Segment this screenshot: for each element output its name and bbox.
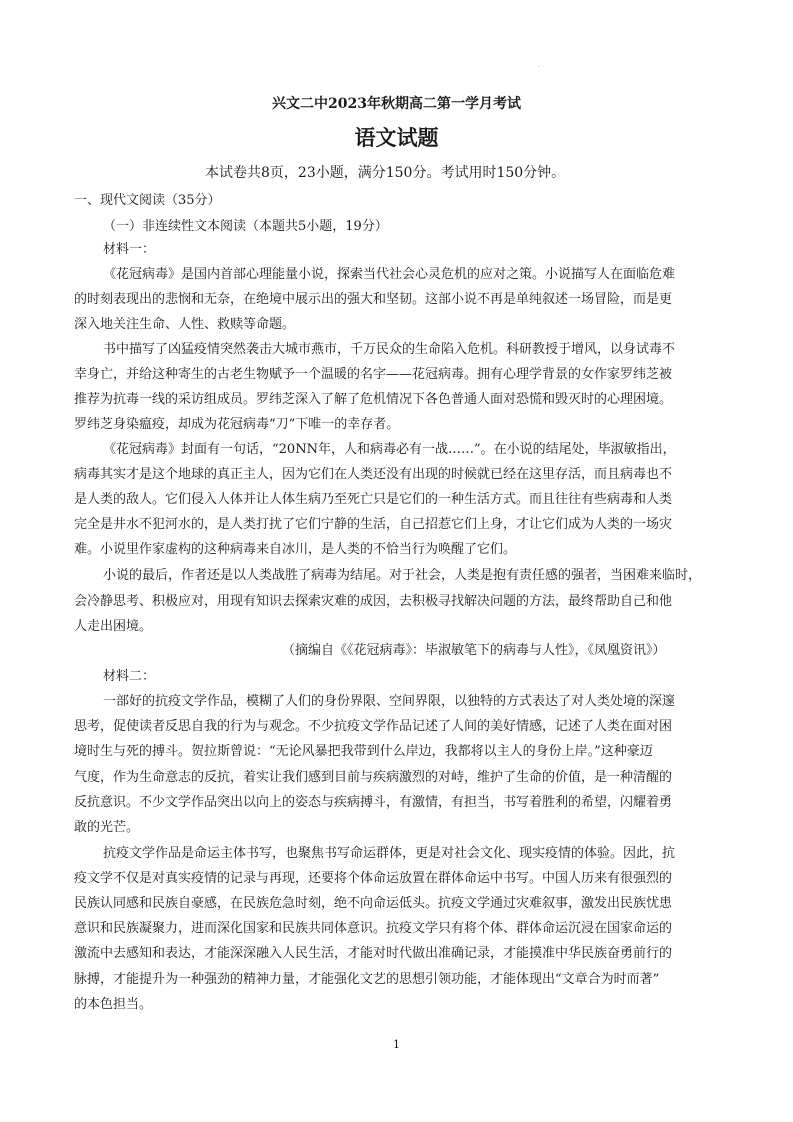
material1-line: 罗纬芝身染瘟疫，却成为花冠病毒“刀”下唯一的幸存者。 [74,417,400,432]
material1-line: 是人类的敌人。它们侵入人体并让人体生病乃至死亡只是它们的一种生活方式。而且往往有些病毒和人类 [74,492,673,507]
material1-label: 材料一： [103,242,156,257]
material1-line: 推荐为抗毒一线的采访组成员。罗纬芝深入了解了危机情况下各色普通人面对恐慌和毁灭时的心理困境。 [74,392,673,407]
material1-line: 小说的最后，作者还是以人类战胜了病毒为结尾。对于社会，人类是抱有责任感的强者，当困难来临时， [103,568,702,583]
material2-line: 思考，促使读者反思自我的行为与观念。不少抗疫文学作品记述了人间的美好情感，记述了人类在面对困 [74,719,673,734]
material2-line: 民族认同感和民族自豪感，在民族危急时刻，绝不向命运低头。抗疫文学通过灾难叙事，激发出民族忧患 [74,896,673,911]
material2-line: 反抗意识。不少文学作品突出以向上的姿态与疾病搏斗，有激情，有担当，书写着胜利的希望，闪耀着勇 [74,795,673,810]
material1-line: 《花冠病毒》是国内首部心理能量小说，探索当代社会心灵危机的应对之策。小说描写人在面临危难 [103,267,676,282]
material1-line: 难。小说里作家虚构的这种病毒来自冰川，是人类的不恰当行为唤醒了它们。 [74,542,517,557]
subject-title: 语文试题 [354,125,439,150]
material1-line: 完全是井水不犯河水的，是人类打扰了它们宁静的生活，自己招惹它们上身，才让它们成为人类的一场灾 [74,517,673,532]
material2-label: 材料二： [103,669,156,684]
material2-line: 意识和民族凝聚力，进而深化国家和民族共同体意识。抗疫文学只有将个体、群体命运沉浸在国家命运的 [74,921,673,936]
exam-title: 兴文二中2023年秋期高二第一学月考试 [272,96,521,112]
material2-line: 的本色担当。 [74,997,153,1012]
material1-line: 书中描写了凶猛疫情突然袭击大城市燕市，千万民众的生命陷入危机。科研教授于增风，以身试毒不 [103,342,676,357]
material1-line: 《花冠病毒》封面有一句话，“20NN年，人和病毒必有一战……”。在小说的结尾处，毕淑敏指出， [103,442,676,457]
material2-line: 境时生与死的搏斗。贺拉斯曾说：“无论风暴把我带到什么岸边，我都将以主人的身份上岸。”这种豪迈 [74,744,653,759]
material1-line: 幸身亡，并给这种寄生的古老生物赋予一个温暖的名字——花冠病毒。拥有心理学背景的女作家罗纬芝被 [74,367,673,382]
material1-source: （摘编自《《花冠病毒》：毕淑敏笔下的病毒与人性》，《凤凰资讯》） [282,643,666,658]
subsection-heading: （一）非连续性文本阅读（本题共5小题，19分） [103,219,388,234]
material2-line: 气度，作为生命意志的反抗，着实让我们感到目前与疾病激烈的对峙，维护了生命的价值，是一种清醒的 [74,770,673,785]
page-number: 1 [393,1038,400,1051]
scan-dot: · [538,64,540,71]
material1-line: 会冷静思考、积极应对，用现有知识去探索灾难的成因，去积极寻找解决问题的方法，最终帮助自己和他 [74,594,673,609]
material2-line: 敢的光芒。 [74,820,140,835]
material2-line: 一部好的抗疫文学作品，模糊了人们的身份界限、空间界限，以独特的方式表达了对人类处境的深邃 [103,694,676,709]
material1-line: 病毒其实才是这个地球的真正主人，因为它们在人类还没有出现的时候就已经在这里存活，而且病毒也不 [74,467,673,482]
exam-info: 本试卷共8页，23小题，满分150分。考试用时150分钟。 [205,165,566,181]
material1-line: 的时刻表现出的悲悯和无奈，在绝境中展示出的强大和坚韧。这部小说不再是单纯叙述一场冒险，而是更 [74,292,673,307]
material1-line: 人走出困境。 [74,619,153,634]
material2-line: 疫文学不仅是对真实疫情的记录与再现，还要将个体命运放置在群体命运中书写。中国人历来有很强烈的 [74,871,673,886]
material2-line: 激流中去感知和表达，才能深深融入人民生活，才能对时代做出准确记录，才能摸准中华民族奋勇前行的 [74,946,673,961]
material1-line: 深入地关注生命、人性、救赎等命题。 [74,317,296,332]
section-heading: 一、现代文阅读（35分） [74,193,221,208]
material2-line: 抗疫文学作品是命运主体书写，也聚焦书写命运群体，更是对社会文化、现实疫情的体验。因此，抗 [103,846,676,861]
material2-line: 脉搏，才能提升为一种强劲的精神力量，才能强化文艺的思想引领功能，才能体现出“文章合为时而著” [74,972,660,987]
